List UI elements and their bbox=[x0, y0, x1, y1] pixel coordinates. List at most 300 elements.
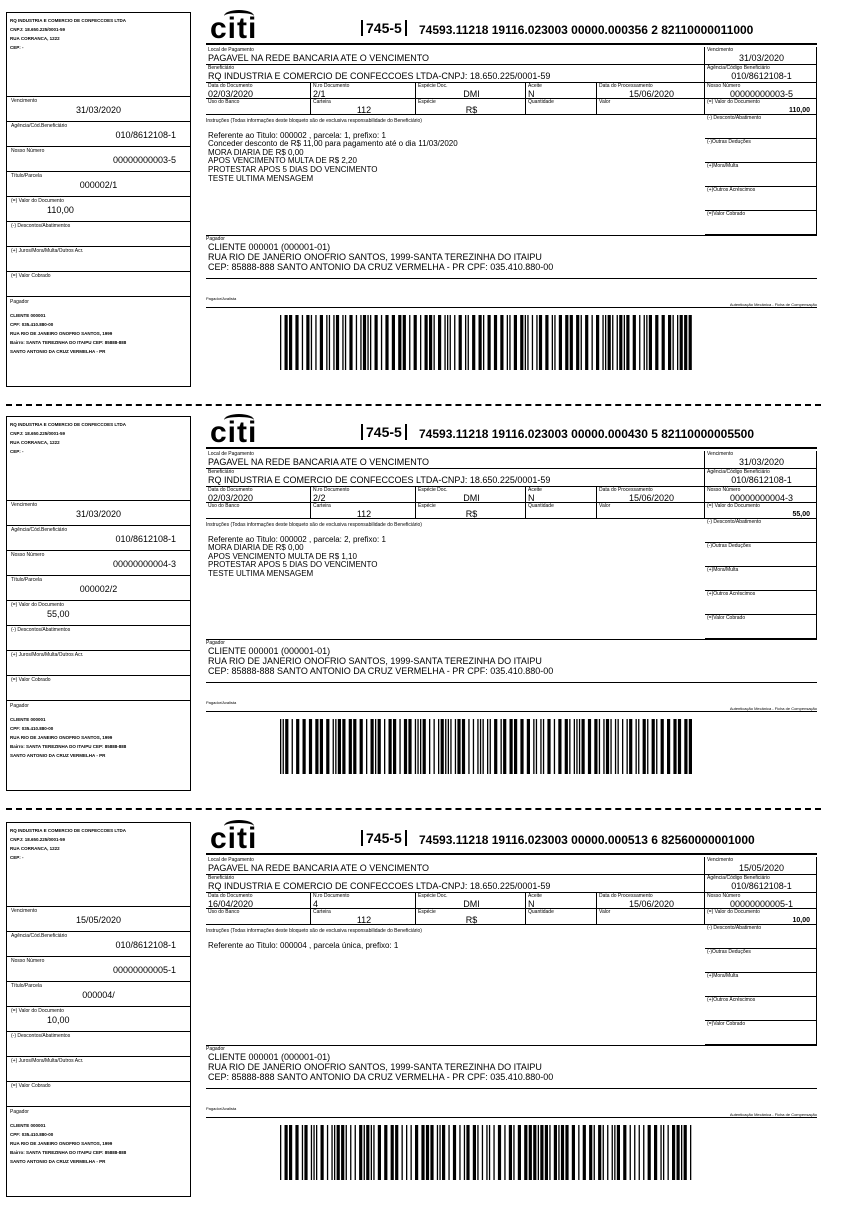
field-label: Beneficiário bbox=[208, 469, 235, 475]
instructions-block bbox=[206, 521, 705, 639]
field-value: 00000000003-5 bbox=[729, 89, 794, 99]
field-value: R$ bbox=[465, 105, 478, 115]
stub-payer-line: CPF: 035.410.880-00 bbox=[10, 322, 54, 327]
receipt-stub bbox=[6, 416, 191, 791]
field-label: Data do Documento bbox=[208, 893, 253, 899]
instruction-line: TESTE ULTIMA MENSAGEM bbox=[208, 173, 314, 183]
payer-line: RUA RIO DE JANERIO ONOFRIO SANTOS, 1999-SANTA TEREZINHA DO ITAIPU bbox=[208, 252, 542, 262]
instructions-block bbox=[206, 927, 705, 1045]
field-value: 16/04/2020 bbox=[208, 899, 254, 909]
field-label: Agência/Cód.Beneficiário bbox=[11, 123, 68, 129]
field-label: Título/Parcela bbox=[11, 173, 42, 179]
field-label: N.ro Documento bbox=[313, 893, 350, 899]
field-label: Vencimento bbox=[11, 502, 38, 508]
field-value: 000004/ bbox=[82, 990, 115, 1000]
logo-arc-icon bbox=[224, 414, 254, 426]
stub-payer-line: CPF: 035.410.880-00 bbox=[10, 726, 54, 731]
stub-header-line: RUA CORRANCA, 1222 bbox=[10, 846, 60, 851]
field-label: Uso do Banco bbox=[208, 99, 240, 105]
stub-interest bbox=[7, 1057, 190, 1082]
bank-code: 745-5 bbox=[361, 830, 407, 846]
field-label: Local de Pagamento bbox=[208, 47, 254, 53]
field-label: Beneficiário bbox=[208, 875, 235, 881]
field-label: (=)Valor Cobrado bbox=[707, 615, 746, 621]
compensation-slip bbox=[206, 416, 817, 801]
field-label: N.ro Documento bbox=[313, 487, 350, 493]
field-label: Espécie Doc. bbox=[418, 83, 448, 89]
bank-use-field bbox=[206, 909, 311, 925]
field-label: (-) Desconto/Abatimento bbox=[707, 519, 762, 525]
instruction-line: MORA DIARIA DE R$ 0,00 bbox=[208, 147, 304, 157]
field-label: Nosso Número bbox=[11, 552, 45, 558]
beneficiary-field bbox=[206, 875, 705, 893]
slip-header bbox=[206, 822, 817, 855]
field-label: (+) Juros/Mora/Multa/Outros Acr. bbox=[11, 248, 84, 254]
stub-due-date bbox=[7, 907, 190, 932]
wallet-field bbox=[311, 503, 416, 519]
field-value: 112 bbox=[356, 915, 372, 925]
field-label: (+)Outros Acréscimos bbox=[707, 187, 756, 193]
payment-place-field bbox=[206, 47, 705, 65]
stub-payer bbox=[7, 1107, 190, 1168]
field-label: (+)Outros Acréscimos bbox=[707, 997, 756, 1003]
stub-amount-charged bbox=[7, 1082, 190, 1107]
field-value: 00000000004-3 bbox=[112, 559, 176, 569]
document-type-field bbox=[416, 83, 526, 99]
stub-document-value bbox=[7, 601, 190, 626]
payer-line: CEP: 85888-888 SANTO ANTONIO DA CRUZ VERMELHA - PR CPF: 035.410.880-00 bbox=[208, 666, 554, 676]
instruction-line: APOS VENCIMENTO MULTA DE R$ 1,10 bbox=[208, 551, 357, 561]
field-label: Vencimento bbox=[707, 47, 734, 53]
field-value: DMI bbox=[463, 89, 480, 99]
document-date-field bbox=[206, 487, 311, 503]
field-value: 110,00 bbox=[788, 107, 810, 114]
stub-header-line: CEP: - bbox=[10, 449, 24, 454]
field-value: 55,00 bbox=[47, 609, 70, 619]
stub-header-line: RQ INDUSTRIA E COMERCIO DE CONFECCOES LTDA bbox=[10, 422, 127, 427]
field-label: Carteira bbox=[313, 503, 331, 509]
field-label: Carteira bbox=[313, 99, 331, 105]
stub-amount-charged bbox=[7, 676, 190, 701]
field-value: 2/2 bbox=[313, 493, 326, 503]
field-label: Vencimento bbox=[707, 857, 734, 863]
field-label: Nosso Número bbox=[11, 958, 45, 964]
field-value: 15/06/2020 bbox=[628, 899, 675, 909]
currency-field bbox=[416, 503, 526, 519]
field-label: (=) Valor Cobrado bbox=[11, 273, 51, 279]
instruction-line: Referente ao Titulo: 000004 , parcela única, prefixo: 1 bbox=[208, 940, 399, 950]
field-label: Título/Parcela bbox=[11, 983, 42, 989]
field-value: 15/05/2020 bbox=[738, 863, 785, 873]
field-label: Pagador bbox=[10, 1109, 29, 1115]
field-label: (=) Valor do Documento bbox=[11, 198, 64, 204]
field-label: Data do Documento bbox=[208, 83, 253, 89]
field-value: DMI bbox=[463, 493, 480, 503]
field-label: (=) Valor do Documento bbox=[11, 602, 64, 608]
field-value: 00000000004-3 bbox=[729, 493, 794, 503]
field-label: Espécie bbox=[418, 909, 436, 915]
stub-header-line: CNPJ: 18.650.225/0001-59 bbox=[10, 27, 66, 32]
field-label: (=)Valor Cobrado bbox=[707, 1021, 746, 1027]
bank-use-field bbox=[206, 503, 311, 519]
field-label: Agência/Código Beneficiário bbox=[707, 65, 770, 71]
logo-text: citi bbox=[210, 822, 258, 855]
field-label: (=) Valor do Documento bbox=[11, 1008, 64, 1014]
field-label: Nosso Número bbox=[11, 148, 45, 154]
field-value: PAGAVEL NA REDE BANCARIA ATE O VENCIMENTO bbox=[208, 457, 430, 467]
payer-guarantor-label: Pagador/Avalista bbox=[206, 296, 237, 301]
field-label: (-) Descontos/Abatimentos bbox=[11, 223, 71, 229]
field-label: Espécie Doc. bbox=[418, 487, 448, 493]
stub-document-value bbox=[7, 197, 190, 222]
stub-agency bbox=[7, 526, 190, 551]
field-value: N bbox=[528, 899, 535, 909]
beneficiary-field bbox=[206, 65, 705, 83]
boleto-slip bbox=[0, 8, 850, 403]
currency-field bbox=[416, 99, 526, 115]
field-value: 112 bbox=[356, 509, 372, 519]
field-value: 010/8612108-1 bbox=[731, 475, 792, 485]
instruction-line: PROTESTAR APOS 5 DIAS DO VENCIMENTO bbox=[208, 560, 378, 570]
stub-payer-line: Bairro: SANTA TEREZINHA DO ITAIPU CEP: 85888-888 bbox=[10, 744, 127, 749]
stub-payer-line: Bairro: SANTA TEREZINHA DO ITAIPU CEP: 85888-888 bbox=[10, 340, 127, 345]
accept-field bbox=[526, 893, 597, 909]
stub-header-line: CNPJ: 18.650.225/0001-59 bbox=[10, 837, 66, 842]
currency-field bbox=[416, 909, 526, 925]
field-label: Instruções (Todas informações deste bloqueto são de exclusiva responsabilidade do Beneficiário) bbox=[206, 118, 422, 124]
field-label: Aceite bbox=[528, 893, 542, 899]
discount-field bbox=[705, 925, 817, 949]
barcode bbox=[280, 1125, 692, 1180]
field-label: Local de Pagamento bbox=[208, 451, 254, 457]
field-value: 4 bbox=[313, 899, 319, 909]
other-additions-field bbox=[705, 997, 817, 1021]
logo-text: citi bbox=[210, 416, 258, 449]
payer-guarantor-label: Pagador/Avalista bbox=[206, 700, 237, 705]
stub-due-date bbox=[7, 97, 190, 122]
instruction-line: Referente ao Titulo: 000002 , parcela: 1, prefixo: 1 bbox=[208, 130, 386, 140]
field-label: Aceite bbox=[528, 83, 542, 89]
field-value: 31/03/2020 bbox=[75, 509, 122, 519]
receipt-stub bbox=[6, 822, 191, 1197]
discount-field bbox=[705, 115, 817, 139]
discount-field bbox=[705, 519, 817, 543]
payer-line: CLIENTE 000001 (000001-01) bbox=[208, 1052, 331, 1062]
field-value: RQ INDUSTRIA E COMERCIO DE CONFECCOES LTDA-CNPJ: 18.650.225/0001-59 bbox=[208, 475, 551, 485]
stub-title-installment bbox=[7, 172, 190, 197]
compensation-slip bbox=[206, 822, 817, 1207]
stub-payer-line: CPF: 035.410.880-00 bbox=[10, 1132, 54, 1137]
stub-payer-line: Bairro: SANTA TEREZINHA DO ITAIPU CEP: 85888-888 bbox=[10, 1150, 127, 1155]
stub-our-number bbox=[7, 551, 190, 576]
value-field bbox=[597, 503, 705, 519]
stub-discounts bbox=[7, 1032, 190, 1057]
field-label: Agência/Cód.Beneficiário bbox=[11, 933, 68, 939]
field-label: Instruções (Todas informações deste bloqueto são de exclusiva responsabilidade do Beneficiário) bbox=[206, 928, 422, 934]
field-label: (+) Juros/Mora/Multa/Outros Acr. bbox=[11, 1058, 84, 1064]
instruction-line: PROTESTAR APOS 5 DIAS DO VENCIMENTO bbox=[208, 164, 378, 174]
instruction-line: MORA DIARIA DE R$ 0,00 bbox=[208, 543, 304, 553]
bank-code: 745-5 bbox=[361, 20, 407, 36]
field-value: R$ bbox=[465, 509, 478, 519]
mechanical-authentication-label: Autenticação Mecânica - Ficha de Compensação bbox=[206, 302, 817, 308]
stub-interest bbox=[7, 247, 190, 272]
stub-payer-line: SANTO ANTONIO DA CRUZ VERMELHA - PR bbox=[10, 349, 106, 354]
processing-date-field bbox=[597, 487, 705, 503]
stub-payer-line: RUA RIO DE JANEIRO ONOFRIO SANTOS, 1999 bbox=[10, 331, 113, 336]
stub-header-line: CNPJ: 18.650.225/0001-59 bbox=[10, 431, 66, 436]
stub-header bbox=[7, 823, 190, 907]
field-value: 110,00 bbox=[47, 205, 74, 215]
field-label: Uso do Banco bbox=[208, 909, 240, 915]
stub-payer-line: SANTO ANTONIO DA CRUZ VERMELHA - PR bbox=[10, 1159, 106, 1164]
field-label: Aceite bbox=[528, 487, 542, 493]
amount-charged-field bbox=[705, 211, 817, 235]
payment-place-field bbox=[206, 857, 705, 875]
stub-agency bbox=[7, 932, 190, 957]
field-label: Uso do Banco bbox=[208, 503, 240, 509]
field-label: Vencimento bbox=[11, 98, 38, 104]
stub-discounts bbox=[7, 222, 190, 247]
document-value-field bbox=[705, 503, 817, 519]
document-date-field bbox=[206, 893, 311, 909]
field-value: N bbox=[528, 493, 535, 503]
field-value: 010/8612108-1 bbox=[115, 130, 176, 140]
field-label: Espécie bbox=[418, 99, 436, 105]
field-label: Pagador bbox=[206, 236, 225, 242]
document-value-field bbox=[705, 99, 817, 115]
field-label: (=) Valor Cobrado bbox=[11, 677, 51, 683]
field-value: RQ INDUSTRIA E COMERCIO DE CONFECCOES LTDA-CNPJ: 18.650.225/0001-59 bbox=[208, 881, 551, 891]
mechanical-authentication-label: Autenticação Mecânica - Ficha de Compensação bbox=[206, 706, 817, 712]
stub-payer-line: CLIENTE 000001 bbox=[10, 717, 46, 722]
field-value: 010/8612108-1 bbox=[115, 534, 176, 544]
stub-document-value bbox=[7, 1007, 190, 1032]
instruction-line: Referente ao Titulo: 000002 , parcela: 2, prefixo: 1 bbox=[208, 534, 386, 544]
wallet-field bbox=[311, 909, 416, 925]
field-label: Vencimento bbox=[707, 451, 734, 457]
field-label: (+)Outros Acréscimos bbox=[707, 591, 756, 597]
field-label: Quantidade bbox=[528, 503, 554, 509]
stub-header-line: CEP: - bbox=[10, 855, 24, 860]
field-value: 15/06/2020 bbox=[628, 493, 675, 503]
field-label: (-) Descontos/Abatimentos bbox=[11, 1033, 71, 1039]
field-value: R$ bbox=[465, 915, 478, 925]
document-number-field bbox=[311, 83, 416, 99]
stub-header-line: CEP: - bbox=[10, 45, 24, 50]
accept-field bbox=[526, 487, 597, 503]
stub-title-installment bbox=[7, 576, 190, 601]
stub-interest bbox=[7, 651, 190, 676]
cut-line bbox=[6, 808, 821, 810]
field-label: Local de Pagamento bbox=[208, 857, 254, 863]
agency-code-field bbox=[705, 65, 817, 83]
field-value: 10,00 bbox=[792, 917, 810, 924]
our-number-field bbox=[705, 893, 817, 909]
field-label: Agência/Código Beneficiário bbox=[707, 875, 770, 881]
stub-payer-line: CLIENTE 000001 bbox=[10, 1123, 46, 1128]
document-type-field bbox=[416, 487, 526, 503]
stub-due-date bbox=[7, 501, 190, 526]
field-label: (-) Desconto/Abatimento bbox=[707, 925, 762, 931]
payer-line: CLIENTE 000001 (000001-01) bbox=[208, 646, 331, 656]
stub-payer bbox=[7, 297, 190, 358]
payment-place-field bbox=[206, 451, 705, 469]
field-value: PAGAVEL NA REDE BANCARIA ATE O VENCIMENTO bbox=[208, 863, 430, 873]
field-label: (+)Mora/Multa bbox=[707, 567, 739, 573]
field-label: (-) Desconto/Abatimento bbox=[707, 115, 762, 121]
late-fee-field bbox=[705, 973, 817, 997]
field-label: (+)Mora/Multa bbox=[707, 163, 739, 169]
field-label: (-) Descontos/Abatimentos bbox=[11, 627, 71, 633]
digitable-line: 74593.11218 19116.023003 00000.000356 2 82110000011000 bbox=[419, 23, 754, 37]
stub-title-installment bbox=[7, 982, 190, 1007]
payer-line: CEP: 85888-888 SANTO ANTONIO DA CRUZ VERMELHA - PR CPF: 035.410.880-00 bbox=[208, 262, 554, 272]
field-label: Beneficiário bbox=[208, 65, 235, 71]
field-value: 15/06/2020 bbox=[628, 89, 675, 99]
field-label: Pagador bbox=[10, 703, 29, 709]
citi-logo bbox=[210, 12, 257, 46]
our-number-field bbox=[705, 83, 817, 99]
payer-block bbox=[206, 639, 817, 683]
field-label: Nosso Número bbox=[707, 893, 741, 899]
logo-arc-icon bbox=[224, 10, 254, 22]
stub-payer-line: RUA RIO DE JANEIRO ONOFRIO SANTOS, 1999 bbox=[10, 735, 113, 740]
other-deductions-field bbox=[705, 949, 817, 973]
field-label: Valor bbox=[599, 99, 611, 105]
late-fee-field bbox=[705, 163, 817, 187]
field-value: 31/03/2020 bbox=[738, 53, 785, 63]
document-number-field bbox=[311, 893, 416, 909]
field-label: Agência/Cód.Beneficiário bbox=[11, 527, 68, 533]
stub-header bbox=[7, 417, 190, 501]
field-label: Vencimento bbox=[11, 908, 38, 914]
citi-logo bbox=[210, 822, 257, 856]
field-label: Agência/Código Beneficiário bbox=[707, 469, 770, 475]
field-label: Data do Documento bbox=[208, 487, 253, 493]
processing-date-field bbox=[597, 83, 705, 99]
due-date-field bbox=[705, 451, 817, 469]
field-value: 000002/2 bbox=[79, 584, 118, 594]
amount-charged-field bbox=[705, 615, 817, 639]
field-value: 112 bbox=[356, 105, 372, 115]
agency-code-field bbox=[705, 469, 817, 487]
stub-header bbox=[7, 13, 190, 97]
field-label: (=)Valor Cobrado bbox=[707, 211, 746, 217]
payer-line: CLIENTE 000001 (000001-01) bbox=[208, 242, 331, 252]
quantity-field bbox=[526, 99, 597, 115]
mechanical-authentication-label: Autenticação Mecânica - Ficha de Compensação bbox=[206, 1112, 817, 1118]
field-label: (=) Valor Cobrado bbox=[11, 1083, 51, 1089]
stub-header-line: RQ INDUSTRIA E COMERCIO DE CONFECCOES LTDA bbox=[10, 18, 127, 23]
quantity-field bbox=[526, 503, 597, 519]
other-additions-field bbox=[705, 187, 817, 211]
field-label: Data do Processamento bbox=[599, 83, 653, 89]
accept-field bbox=[526, 83, 597, 99]
stub-payer-line: CLIENTE 000001 bbox=[10, 313, 46, 318]
other-deductions-field bbox=[705, 139, 817, 163]
cut-line bbox=[6, 404, 821, 406]
field-label: Quantidade bbox=[528, 909, 554, 915]
our-number-field bbox=[705, 487, 817, 503]
field-label: Pagador bbox=[10, 299, 29, 305]
field-label: Instruções (Todas informações deste bloqueto são de exclusiva responsabilidade do Beneficiário) bbox=[206, 522, 422, 528]
stub-our-number bbox=[7, 147, 190, 172]
field-label: Título/Parcela bbox=[11, 577, 42, 583]
payer-line: RUA RIO DE JANERIO ONOFRIO SANTOS, 1999-SANTA TEREZINHA DO ITAIPU bbox=[208, 656, 542, 666]
stub-our-number bbox=[7, 957, 190, 982]
logo-arc-icon bbox=[224, 820, 254, 832]
field-label: Quantidade bbox=[528, 99, 554, 105]
processing-date-field bbox=[597, 893, 705, 909]
bank-use-field bbox=[206, 99, 311, 115]
field-label: (-)Outras Deduções bbox=[707, 543, 751, 549]
stub-discounts bbox=[7, 626, 190, 651]
field-value: PAGAVEL NA REDE BANCARIA ATE O VENCIMENTO bbox=[208, 53, 430, 63]
field-label: (-)Outras Deduções bbox=[707, 139, 751, 145]
field-value: 010/8612108-1 bbox=[115, 940, 176, 950]
stub-header-line: RQ INDUSTRIA E COMERCIO DE CONFECCOES LTDA bbox=[10, 828, 127, 833]
payer-block bbox=[206, 235, 817, 279]
stub-header-line: RUA CORRANCA, 1222 bbox=[10, 440, 60, 445]
stub-payer bbox=[7, 701, 190, 762]
beneficiary-field bbox=[206, 469, 705, 487]
field-value: 02/03/2020 bbox=[208, 493, 254, 503]
slip-header bbox=[206, 416, 817, 449]
field-value: 010/8612108-1 bbox=[731, 71, 792, 81]
stub-payer-line: SANTO ANTONIO DA CRUZ VERMELHA - PR bbox=[10, 753, 106, 758]
field-label: Valor bbox=[599, 909, 611, 915]
field-label: (+)Mora/Multa bbox=[707, 973, 739, 979]
field-value: 10,00 bbox=[47, 1015, 70, 1025]
logo-text: citi bbox=[210, 12, 258, 45]
amount-charged-field bbox=[705, 1021, 817, 1045]
instruction-line: TESTE ULTIMA MENSAGEM bbox=[208, 568, 314, 578]
document-date-field bbox=[206, 83, 311, 99]
barcode bbox=[280, 719, 692, 774]
field-value: RQ INDUSTRIA E COMERCIO DE CONFECCOES LTDA-CNPJ: 18.650.225/0001-59 bbox=[208, 71, 551, 81]
barcode bbox=[280, 315, 692, 370]
due-date-field bbox=[705, 857, 817, 875]
field-label: (=) Valor do Documento bbox=[707, 503, 760, 509]
field-label: N.ro Documento bbox=[313, 83, 350, 89]
field-value: 2/1 bbox=[313, 89, 326, 99]
field-value: 00000000003-5 bbox=[112, 155, 176, 165]
instruction-line: Conceder desconto de R$ 11,00 para pagamento até o dia 11/03/2020 bbox=[208, 139, 458, 149]
field-label: Data do Processamento bbox=[599, 893, 653, 899]
field-label: Nosso Número bbox=[707, 83, 741, 89]
field-label: Valor bbox=[599, 503, 611, 509]
field-label: Nosso Número bbox=[707, 487, 741, 493]
field-value: 55,00 bbox=[792, 511, 810, 518]
receipt-stub bbox=[6, 12, 191, 387]
field-value: DMI bbox=[463, 899, 480, 909]
document-type-field bbox=[416, 893, 526, 909]
wallet-field bbox=[311, 99, 416, 115]
field-value: 02/03/2020 bbox=[208, 89, 254, 99]
field-value: 31/03/2020 bbox=[75, 105, 122, 115]
quantity-field bbox=[526, 909, 597, 925]
instructions-block bbox=[206, 117, 705, 235]
payer-line: RUA RIO DE JANERIO ONOFRIO SANTOS, 1999-SANTA TEREZINHA DO ITAIPU bbox=[208, 1062, 542, 1072]
stub-agency bbox=[7, 122, 190, 147]
other-deductions-field bbox=[705, 543, 817, 567]
field-value: 15/05/2020 bbox=[75, 915, 122, 925]
stub-amount-charged bbox=[7, 272, 190, 297]
compensation-slip bbox=[206, 12, 817, 397]
field-value: 000002/1 bbox=[79, 180, 118, 190]
bank-code: 745-5 bbox=[361, 424, 407, 440]
